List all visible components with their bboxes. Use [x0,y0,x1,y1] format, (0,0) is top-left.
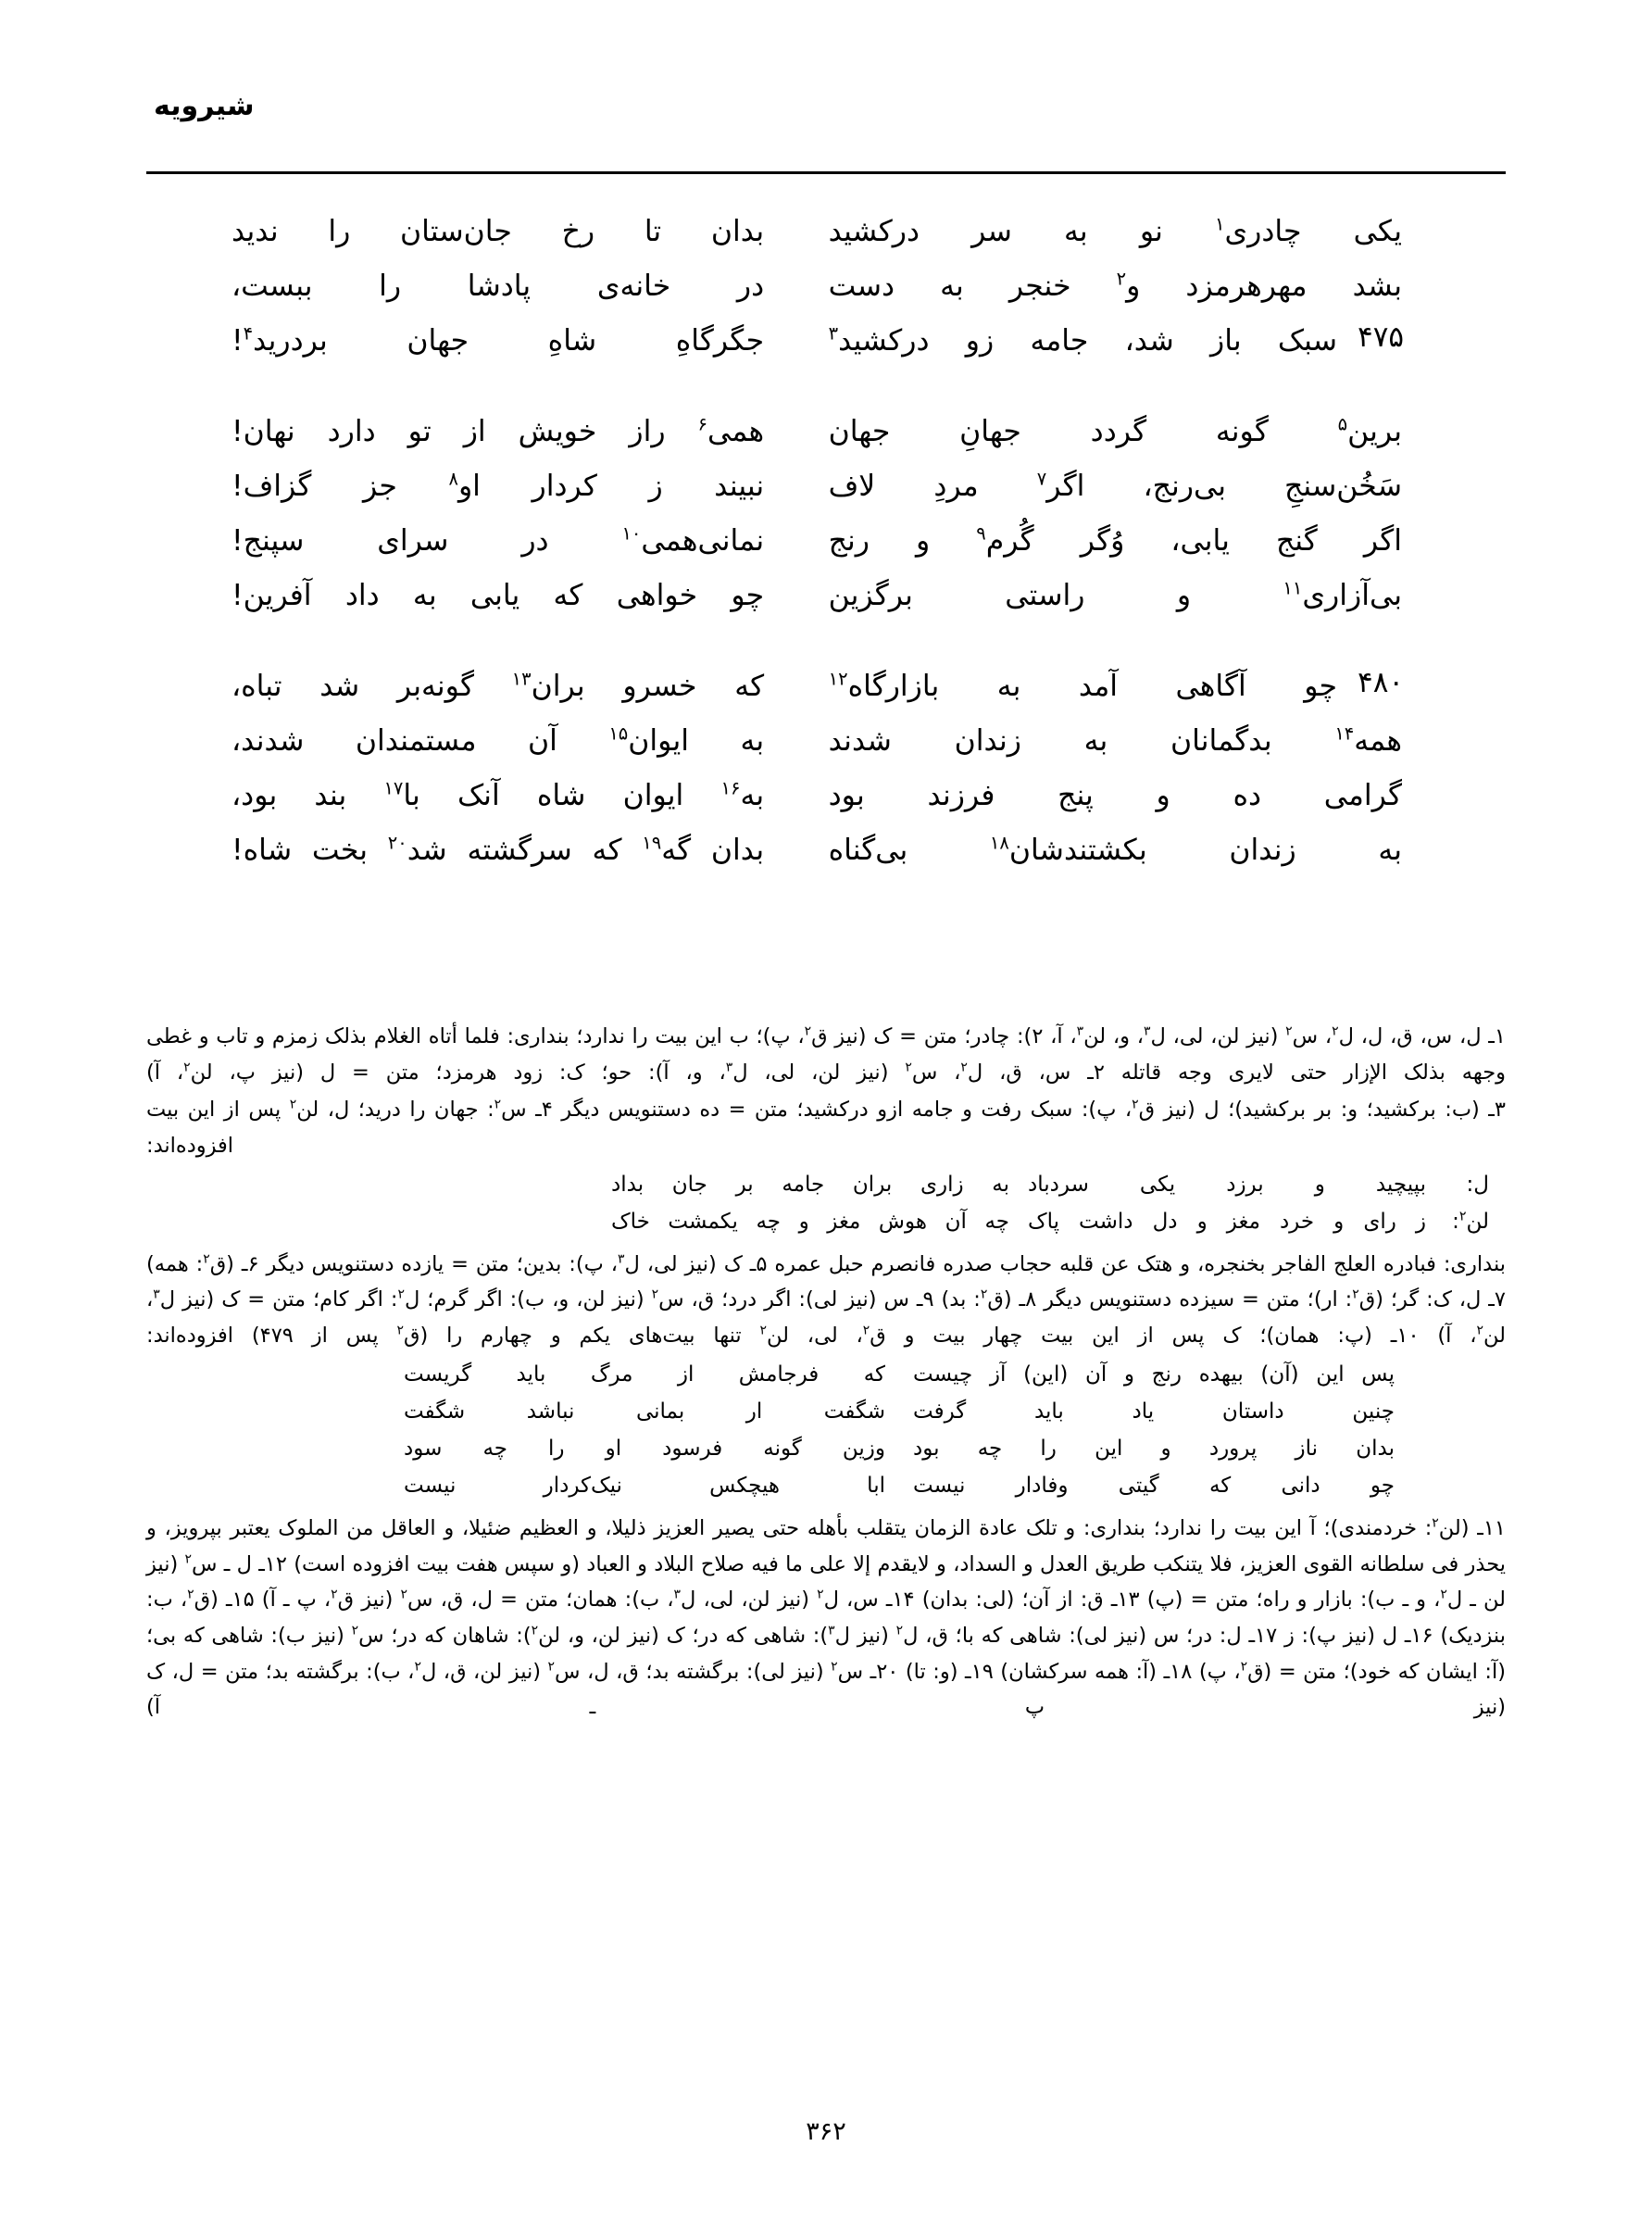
variant-manuscript-siglum: لن$^۲$: [1452,1209,1489,1234]
variant-verse-line [146,1173,1506,1197]
hemistich-first: سَخُن‌سنجِ بی‌رنج، اگر$^۷$ مردِ لاف [828,468,1402,503]
verse-line [232,575,1402,618]
critical-apparatus [146,1019,1506,1727]
verse-line [232,411,1402,454]
verse-line [232,266,1402,308]
variant-verse-line [146,1437,1506,1461]
apparatus-paragraph-4: ۱۱ـ (لن$^۲$: خردمندی)؛ آ این بیت را ندارد؛ بنداری: و تلک عادة الزمان یتقلب بأهله حتی یصیر العزیز ذلیلا، و العظیم ضئیلا، و العاقل من الملوک یعتبر بپرویز، و یحذر فی سلطانه القوی العزیز، فلا یتنکب طریق العدل و السداد، و لایقدم إلا علی ما فیه صلاح البلاد و العباد (و سپس هفت بیت افزوده است) ۱۲ـ ل ـ س$^۲$ (نیز لن ـ ل$^۲$، و ـ ب): بازار و راه؛ متن = (پ) ۱۳ـ ق: از آن؛ (لی: بدان) ۱۴ـ س، ل$^۲$ (نیز لن، لی، ل$^۳$، ب): همان؛ متن = ل، ق، س$^۲$ (نیز ق$^۲$، پ ـ آ) ۱۵ـ (ق$^۲$، ب: بنزدیک) ۱۶ـ ل (نیز پ): ز ۱۷ـ ل: در؛ س (نیز لی): شاهی که با؛ ق، ل$^۲$ (نیز ل$^۳$): شاهی که در؛ ک (نیز لن، و، لن$^۲$): شاهان که در؛ س$^۲$ (نیز ب): شاهی که بی؛ (آ: ایشان که خود)؛ متن = (ق$^۲$، پ) ۱۸ـ (آ: همه سرکشان) ۱۹ـ (و: تا) ۲۰ـ س$^۲$ (نیز لی): برگشته بد؛ ق، ل، س$^۲$ (نیز لن، ق، ل$^۲$، ب): برگشته بد؛ متن = ل، ک (نیز پ ـ آ) [146,1515,1506,1720]
variant-manuscript-siglum: ل: [1466,1172,1489,1197]
verse-stanza [232,211,1402,363]
verse-body [232,211,1402,921]
hemistich-first: چو آگاهی آمد به بازارگاه$^{۱۲}$ [828,668,1337,703]
hemistich-second: چو خواهی که یابی به داد آفرین! [232,578,765,612]
variant-hemistich-pair [146,1210,1426,1234]
variant-verse-line [146,1399,1506,1424]
hemistich-first: اگر گنج یابی، وُگر گُرم$^۹$ و رنج [828,522,1402,558]
hemistich-second: همی$^۶$ راز خویش از تو دارد نهان! [232,413,765,448]
variant-hemistich-second: به زاری بران جامه بر جان بداد [611,1172,1009,1197]
variant-verse-block-2 [146,1362,1506,1498]
variant-verse-line [146,1474,1506,1498]
variant-verse-block-1 [146,1173,1506,1234]
page-header [148,90,1504,148]
stanza-host [232,211,1402,872]
variant-hemistich-pair [146,1362,1506,1387]
verse-line [232,320,1402,363]
verse-line [232,466,1402,508]
variant-hemistich-pair [146,1474,1506,1498]
hemistich-first: گرامی ده و پنج فرزند بود [828,778,1402,812]
variant-hemistich-second: چه آن هوش مغز و چه یکمشت خاک [611,1209,1009,1234]
variant-hemistich-pair [146,1173,1426,1197]
variant-hemistich-pair [146,1437,1506,1461]
variant-hemistich-second: وزین گونه فرسود او را چه سود [404,1436,885,1461]
apparatus-paragraph-2: ۳ـ (ب: برکشید؛ و: بر برکشید)؛ ل (نیز ق$^۲$، پ): سبک رفت و جامه ازو درکشید؛ متن = ده دستنویس دیگر ۴ـ س$^۲$: جهان را درید؛ ل، لن$^۲$ پس از این بیت افزوده‌اند: [146,1097,1506,1159]
variant-hemistich-first: چو دانی که گیتی وفادار نیست [913,1473,1395,1498]
variant-hemistich-first: بپیچید و برزد یکی سردباد [1028,1172,1426,1197]
variant-hemistich-second: شگفت ار بمانی نباشد شگفت [404,1399,885,1424]
apparatus-paragraph-3: بنداری: فبادره العلج الفاجر بخنجره، و هتک عن قلبه حجاب صدره فانصرم حبل عمره ۵ـ ک (نیز لی، ل$^۳$، پ): بدین؛ متن = یازده دستنویس دیگر ۶ـ (ق$^۲$: همه) ۷ـ ل، ک: گر؛ (ق$^۲$: ار)؛ متن = سیزده دستنویس دیگر ۸ـ (ق$^۲$: بد) ۹ـ س (نیز لی): اگر درد؛ ق، س$^۲$ (نیز لن، و، ب): اگر گرم؛ ل$^۲$: اگر کام؛ متن = ک (نیز ل$^۳$، لن$^۲$، آ) ۱۰ـ (پ: همان)؛ ک پس از این بیت چهار بیت و ق$^۲$، لی، لن$^۲$ تنها بیت‌های یکم و چهارم را (ق$^۲$ پس از ۴۷۹) افزوده‌اند: [146,1251,1507,1349]
running-title: شیرویه [154,90,255,122]
verse-line [232,521,1402,563]
variant-hemistich-first: پس این (آن) بیهده رنج و آن (این) آز چیست [913,1362,1395,1387]
hemistich-first: برین$^۵$ گونه گردد جهانِ جهان [828,413,1402,448]
page-number: ۳۶۲ [806,2117,846,2146]
variant-hemistich-pair [146,1399,1506,1424]
hemistich-second: بدان تا رخ جان‌ستان را ندید [232,215,765,248]
variant-verse-line [146,1210,1506,1234]
variant-hemistich-second: که فرجامش از مرگ باید گریست [404,1362,885,1387]
verse-stanza [232,666,1402,872]
hemistich-first: بشد مهرهرمزد و$^۲$ خنجر به دست [828,268,1402,303]
hemistich-first: بی‌آزاری$^{۱۱}$ و راستی برگزین [828,577,1402,612]
verse-line [232,211,1402,254]
verse-line [232,721,1402,763]
variant-hemistich-first: ز رای و خرد مغز و دل داشت پاک [1028,1209,1426,1234]
verse-line [232,666,1402,709]
hemistich-second: جگرگاهِ شاهِ جهان بردرید$^۴$! [232,322,765,358]
verse-line-number: ۴۸۰ [1358,665,1404,699]
verse-line [232,830,1402,872]
apparatus-paragraph-1: ۱ـ ل، س، ق، ل، ل$^۲$، س$^۲$ (نیز لن، لی، ل$^۳$، و، لن$^۳$، آ، ۲): چادر؛ متن = ک (نیز ق$^۲$، پ)؛ ب این بیت را ندارد؛ بنداری: فلما أتاه الغلام بذلک زمزم و تاب و غطی وجهه بذلک الإزار حتی لایری وجه قاتله ۲ـ س، ق، ل$^۲$، س$^۲$ (نیز لن، لی، ل$^۳$، و، آ): حو؛ ک: زود هرمزد؛ متن = ل (نیز پ، لن$^۲$، آ) [146,1023,1506,1085]
hemistich-first: سبک باز شد، جامه زو درکشید$^۳$ [828,322,1337,358]
hemistich-second: بدان گه$^{۱۹}$ که سرگشته شد$^{۲۰}$ بخت شاه! [232,832,765,867]
variant-hemistich-first: بدان ناز پرورد و این را چه بود [913,1436,1395,1461]
hemistich-second: در خانه‌ی پادشا را ببست، [232,269,765,303]
hemistich-second: نبیند ز کردار او$^۸$ جز گزاف! [232,468,765,503]
hemistich-first: یکی چادری$^۱$ نو به سر درکشید [828,213,1402,248]
variant-hemistich-second: ابا هیچکس نیک‌کردار نیست [404,1473,885,1498]
hemistich-second: نمانی‌همی$^{۱۰}$ در سرای سپنج! [232,522,765,558]
hemistich-second: که خسرو بران$^{۱۳}$ گونه‌بر شد تباه، [232,668,765,703]
header-divider-rule [146,171,1506,174]
hemistich-second: به$^{۱۶}$ ایوان شاه آنک با$^{۱۷}$ بند بود، [232,777,765,812]
verse-line-number: ۴۷۵ [1358,320,1404,354]
verse-stanza [232,411,1402,618]
variant-hemistich-first: چنین داستان یاد باید گرفت [913,1399,1395,1424]
hemistich-first: به زندان بکشتندشان$^{۱۸}$ بی‌گناه [828,832,1402,867]
hemistich-second: به ایوان$^{۱۵}$ آن مستمندان شدند، [232,722,765,758]
variant-verse-line [146,1362,1506,1387]
verse-line [232,775,1402,818]
hemistich-first: همه$^{۱۴}$ بدگمانان به زندان شدند [828,722,1402,758]
